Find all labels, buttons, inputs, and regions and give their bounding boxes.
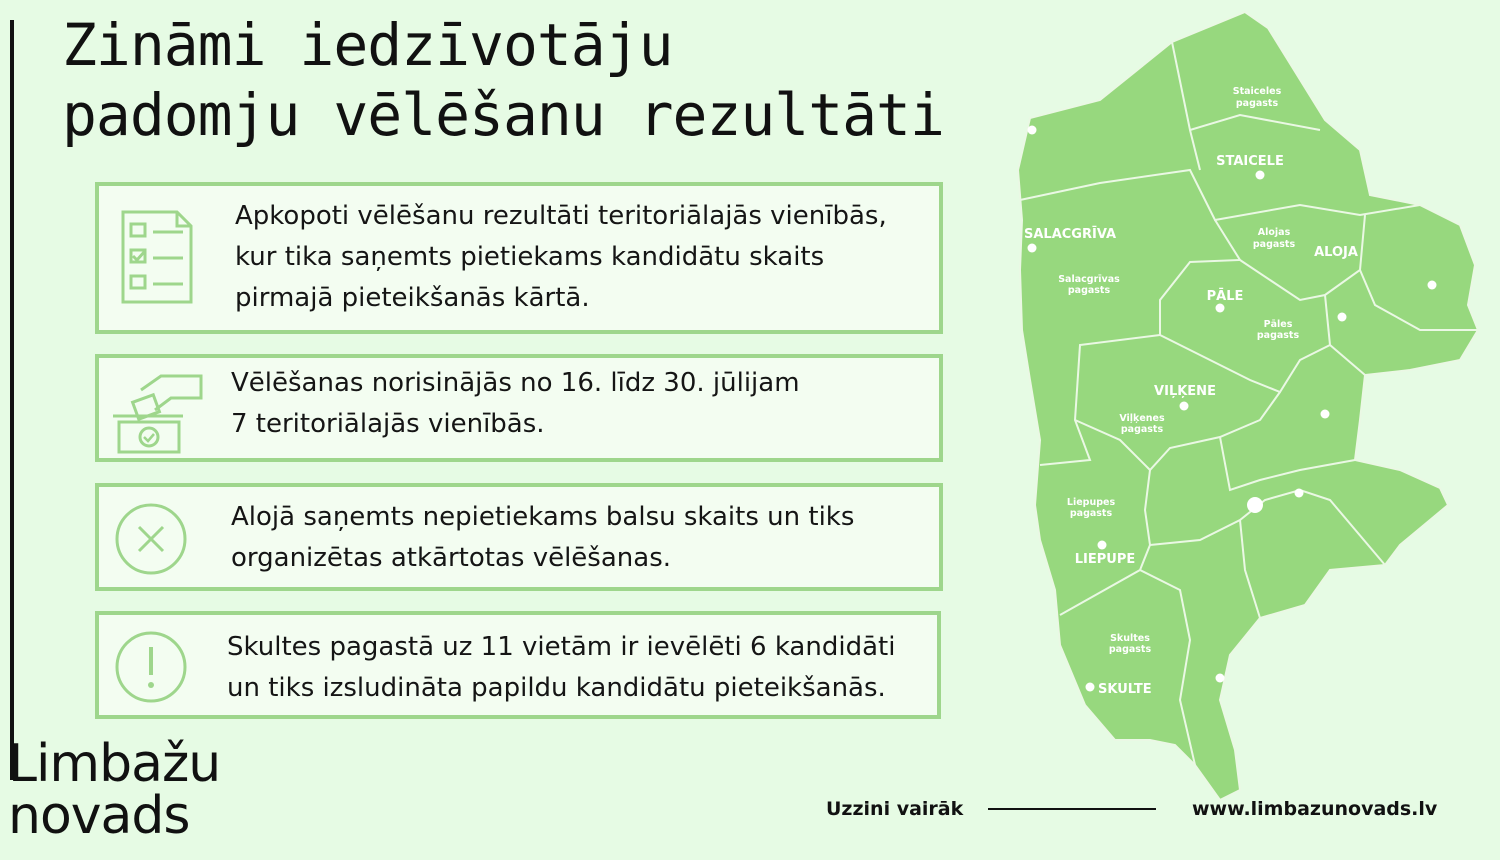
label-vilkenes-pagasts-2: pagasts — [1120, 424, 1164, 435]
label-alojas-pagasts: Alojas — [1257, 227, 1291, 238]
info-card-aloja — [95, 483, 943, 591]
exclamation-circle-icon — [113, 629, 189, 705]
info-card-skulte — [95, 611, 941, 719]
label-staicele: STAICELE — [1216, 154, 1284, 169]
cross-circle-icon — [113, 501, 189, 577]
label-staiceles-pagasts: Staiceles — [1232, 86, 1282, 97]
label-skultes-pagasts-2: pagasts — [1108, 644, 1152, 655]
info-card-results — [95, 182, 943, 334]
card-text: Skultes pagastā uz 11 vietām ir ievēlēti 6 kandidāti un tiks izsludināta papildu kandidātu pieteikšanās. — [227, 632, 896, 703]
label-pales-pagasts-2: pagasts — [1256, 330, 1300, 341]
label-vilkenes-pagasts: Viļķenes — [1119, 413, 1165, 424]
label-skultes-pagasts: Skultes — [1110, 633, 1150, 644]
label-vilkene: VIĻĶENE — [1154, 384, 1216, 399]
left-accent-line — [10, 20, 14, 780]
title-line-2: padomju vēlēšanu rezultāti — [62, 81, 944, 149]
label-skulte: SKULTE — [1098, 682, 1152, 697]
county-map — [1010, 0, 1500, 860]
label-staiceles-pagasts-2: pagasts — [1235, 98, 1279, 109]
checklist-icon — [119, 208, 195, 306]
card-text: Vēlēšanas norisinājās no 16. līdz 30. jūlijam 7 teritoriālajās vienībās. — [231, 368, 800, 439]
card-text: Apkopoti vēlēšanu rezultāti teritoriālajās vienībās, kur tika saņemts pietiekams kandidātu skaits pirmajā pieteikšanās kārtā. — [235, 201, 887, 313]
map-outline — [1018, 12, 1478, 800]
label-salacgrivas-pagasts: Salacgrīvas — [1058, 274, 1120, 285]
label-liepupe: LIEPUPE — [1074, 552, 1136, 567]
label-liepupes-pagasts: Liepupes — [1066, 497, 1116, 508]
label-pales-pagasts: Pāles — [1263, 319, 1293, 330]
page-title — [62, 10, 944, 150]
ballot-box-icon — [111, 368, 207, 454]
label-alojas-pagasts-2: pagasts — [1252, 239, 1296, 250]
title-line-1: Zināmi iedzīvotāju — [62, 11, 673, 79]
label-salacgrivas-pagasts-2: pagasts — [1067, 285, 1111, 296]
card-text: Alojā saņemts nepietiekams balsu skaits un tiks organizētas atkārtotas vēlēšanas. — [231, 502, 855, 573]
website-link[interactable]: www.limbazunovads.lv — [1192, 798, 1438, 820]
info-card-dates — [95, 354, 943, 462]
label-pale: PĀLE — [1206, 289, 1244, 304]
label-aloja: ALOJA — [1314, 245, 1358, 260]
limbazi-logo: Limbažu novads — [8, 734, 221, 846]
learn-more-label: Uzzini vairāk — [826, 798, 964, 820]
label-liepupes-pagasts-2: pagasts — [1069, 508, 1113, 519]
label-salacgriva: SALACGRĪVA — [1024, 227, 1117, 242]
